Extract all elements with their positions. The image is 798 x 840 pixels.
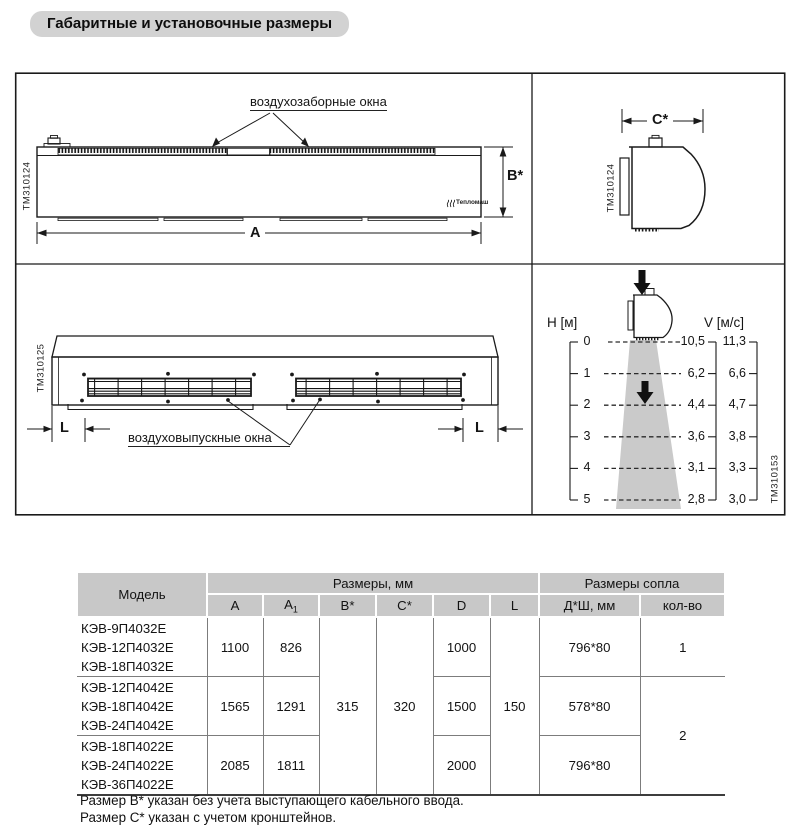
footnote-c: Размер C* указан с учетом кронштейнов. — [80, 810, 337, 825]
cell-a-3: 2085 — [207, 736, 263, 796]
col-header-qty: кол-во — [640, 594, 725, 617]
side-view-code: TM310124 — [605, 163, 617, 213]
cell-c-shared: 320 — [376, 617, 433, 795]
col-group-nozzle: Размеры сопла — [539, 572, 725, 594]
airflow-code: TM310153 — [769, 454, 781, 504]
v-axis-label: V [м/с] — [704, 315, 745, 330]
col-header-b: B* — [319, 594, 376, 617]
cell-a-1: 1100 — [207, 617, 263, 677]
col-header-a1: $А_1$ — [263, 594, 319, 617]
cell-d-1: 1000 — [433, 617, 490, 677]
footnote-b: Размер B* указан без учета выступающего кабельного ввода. — [80, 793, 464, 808]
v2-value-5: 3,0 — [728, 491, 746, 506]
v1-value-3: 3,6 — [687, 428, 705, 443]
model-cell: КЭВ-9П4032Е КЭВ-12П4032Е КЭВ-18П4032Е — [81, 620, 174, 674]
dim-c-label: C* — [647, 112, 673, 129]
h-tick-3: 3 — [583, 428, 591, 443]
col-header-nozzle-dims: Д*Ш, мм — [539, 594, 640, 617]
model-cell: КЭВ-12П4042Е КЭВ-18П4042Е КЭВ-24П4042Е — [77, 677, 207, 736]
cell-nozzle-2: 578*80 — [539, 677, 640, 736]
brand-logo: Тепломаш — [456, 199, 489, 206]
h-tick-4: 4 — [583, 460, 591, 474]
outlet-windows-label: воздуховыпускные окна — [128, 431, 290, 447]
h-tick-0: 0 — [583, 334, 591, 348]
col-group-sizes: Размеры, мм — [207, 572, 539, 594]
h-tick-1: 1 — [583, 365, 591, 380]
page-title: Габаритные и установочные размеры — [30, 11, 349, 37]
cell-a-2: 1565 — [207, 677, 263, 736]
cell-qty-1: 1 — [640, 617, 725, 677]
dim-b-label: B* — [507, 168, 524, 184]
dim-l-right-label: L — [475, 420, 484, 436]
v1-value-2: 4,4 — [687, 397, 705, 411]
v1-value-0: 10,5 — [680, 334, 705, 348]
v2-value-2: 4,7 — [728, 397, 746, 411]
cell-l-shared: 150 — [490, 617, 539, 795]
h-tick-2: 2 — [583, 397, 591, 411]
col-header-d: D — [433, 594, 490, 617]
v1-value-5: 2,8 — [687, 491, 705, 506]
h-tick-5: 5 — [583, 491, 591, 506]
v2-value-3: 3,8 — [728, 428, 746, 443]
v2-value-4: 3,3 — [728, 460, 746, 474]
cell-nozzle-1: 796*80 — [539, 617, 640, 677]
v2-value-0: 11,3 — [722, 334, 746, 348]
cell-a1-1: 826 — [263, 617, 319, 677]
v1-value-1: 6,2 — [687, 365, 705, 380]
v2-value-1: 6,6 — [728, 365, 746, 380]
model-cell: КЭВ-18П4022Е КЭВ-24П4022Е КЭВ-36П4022Е — [77, 736, 207, 796]
h-axis-label: H [м] — [547, 315, 578, 330]
cell-b-shared: 315 — [319, 617, 376, 795]
front-view-code: TM310124 — [21, 161, 33, 211]
table-row-group-1 — [77, 617, 725, 677]
v1-value-4: 3,1 — [687, 460, 705, 474]
cell-qty-2: 2 — [640, 677, 725, 796]
cell-a1-3: 1811 — [263, 736, 319, 796]
cell-nozzle-3: 796*80 — [539, 736, 640, 796]
cell-d-2: 1500 — [433, 677, 490, 736]
col-header-c: C* — [376, 594, 433, 617]
spec-table — [76, 571, 726, 796]
col-header-model: Модель — [77, 572, 207, 617]
bottom-view-code: TM310125 — [35, 343, 47, 393]
cell-a1-2: 1291 — [263, 677, 319, 736]
dim-l-left-label: L — [60, 420, 69, 436]
cell-d-3: 2000 — [433, 736, 490, 796]
intake-windows-label: воздухозаборные окна — [250, 94, 387, 109]
col-header-a: А — [207, 594, 263, 617]
dim-a-label: A — [245, 225, 265, 242]
col-header-l: L — [490, 594, 539, 617]
